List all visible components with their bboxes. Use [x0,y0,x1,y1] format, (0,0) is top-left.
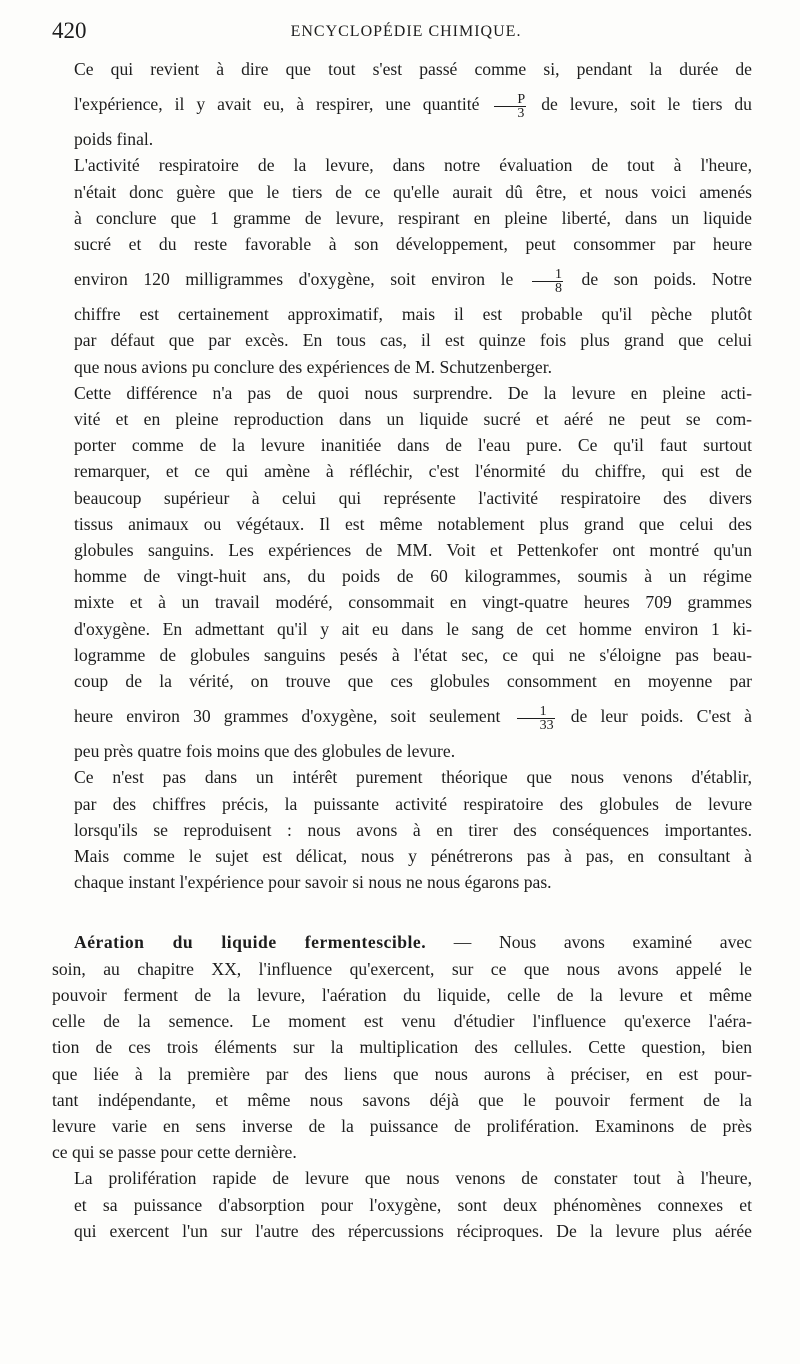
text-line: Ce n'est pas dans un intérêt purement théorique que nous venons d'établir, [74,767,752,788]
text-line: et sa puissance d'absorption pour l'oxygène, sont deux phénomènes connexes et [74,1194,752,1215]
text-line: tant indépendante, et même nous savons déjà que le pouvoir ferment de la [52,1089,752,1110]
text-line: que liée à la première par des liens que nous aurons à préciser, en est pour- [52,1063,752,1084]
section-title: Aération du liquide fermentescible. [74,932,427,953]
section-paragraph [52,929,752,955]
text-line: chaque instant l'expérience pour savoir si nous ne nous égarons pas. [74,872,552,893]
text-line: L'activité respiratoire de la levure, dans notre évaluation de tout à l'heure, [74,155,752,176]
paragraph-3 [52,380,752,765]
text-line: peu près quatre fois moins que des globules de levure. [74,741,456,762]
text-line: sucré et du reste favorable à son développement, peut consommer par heure [74,234,752,255]
text-line: celle de la semence. Le moment est venu d'étudier l'influence qu'exerce l'aéra- [52,1011,752,1032]
text-line: logramme de globules sanguins pesés à l'état sec, ce qui ne s'éloigne pas beau- [74,644,752,665]
fraction-1-over-33: $\frac{1}{33}$ [517,705,555,732]
fraction-p-over-3: $\frac{P}{3}$ [494,93,526,120]
text-line: à conclure que 1 gramme de levure, respirant en pleine liberté, dans un liquide [74,207,752,228]
text-line: Cette différence n'a pas de quoi nous surprendre. De la levure en pleine acti- [74,382,752,403]
text-line: qui exercent l'un sur l'autre des répercussions réciproques. De la levure plus aérée [74,1220,752,1241]
page-number: 420 [52,18,87,43]
text-line: chiffre est certainement approximatif, mais il est probable qu'il pèche plutôt [74,304,752,325]
text-line: lorsqu'ils se reproduisent : nous avons à en tirer des conséquences importantes. [74,819,752,840]
text-line: pouvoir ferment de la levure, l'aération du liquide, celle de la levure et même [52,984,752,1005]
section-break [52,895,752,929]
text-line: que nous avions pu conclure des expériences de M. Schutzenberger. [74,356,552,377]
text-line-with-fraction: l'expérience, il y avait eu, à respirer, une quantité $\frac{P}{3}$ de levure, soit le tiers du [74,91,752,121]
text-line: d'oxygène. En admettant qu'il y ait eu dans le sang de cet homme environ 1 ki- [74,618,752,639]
text-line: remarquer, et ce qui amène à réfléchir, c'est l'énormité du chiffre, qui est de [74,461,752,482]
section-body [52,956,752,1166]
text-line: globules sanguins. Les expériences de MM. Voit et Pettenkofer ont montré qu'un [74,540,752,561]
paragraph-4 [52,764,752,895]
text-line: par des chiffres précis, la puissante activité respiratoire des globules de levure [74,793,752,814]
text-line: mixte et à un travail modéré, consommait en vingt-quatre heures 709 grammes [74,592,752,613]
running-title: ENCYCLOPÉDIE CHIMIQUE. [290,23,522,40]
page-header [52,18,760,46]
text-line: homme de vingt-huit ans, du poids de 60 kilogrammes, soumis à un régime [74,566,752,587]
text-line: vité et en pleine reproduction dans un liquide sucré et aéré ne peut se com- [74,409,752,430]
text-line-with-fraction: heure environ 30 grammes d'oxygène, soit seulement $\frac{1}{33}$ de leur poids. C'est à [74,703,752,733]
text-line: par défaut que par excès. En tous cas, il est quinze fois plus grand que celui [74,330,752,351]
text-line: tissus animaux ou végétaux. Il est même notablement plus grand que celui des [74,513,752,534]
text-line: n'était donc guère que le tiers de ce qu'elle aurait dû être, et nous voici amenés [74,181,752,202]
final-paragraph [52,1165,752,1244]
body-text [52,56,752,1244]
section-first-line: Aération du liquide fermentescible. — Nous avons examiné avec [74,932,752,953]
text-line: porter comme de la levure inanitiée dans de l'eau pure. Ce qu'il faut surtout [74,435,752,456]
text-line: Mais comme le sujet est délicat, nous y pénétrerons pas à pas, en consultant à [74,846,752,867]
text-line: soin, au chapitre XX, l'influence qu'exercent, sur ce que nous avons appelé le [52,958,752,979]
text-line-with-fraction: environ 120 milligrammes d'oxygène, soit environ le $\frac{1}{8}$ de son poids. Notre [74,266,752,296]
paragraph-1 [52,56,752,152]
text-line: La prolifération rapide de levure que nous venons de constater tout à l'heure, [74,1168,752,1189]
paragraph-2 [52,152,752,379]
text-line: ce qui se passe pour cette dernière. [52,1142,297,1163]
text-line: tion de ces trois éléments sur la multiplication des cellules. Cette question, bien [52,1037,752,1058]
text-line: poids final. [74,129,154,150]
text-line: beaucoup supérieur à celui qui représente l'activité respiratoire des divers [74,487,752,508]
fraction-1-over-8: $\frac{1}{8}$ [532,268,563,295]
text-line: levure varie en sens inverse de la puissance de prolifération. Examinons de près [52,1115,752,1136]
text-line: coup de la vérité, on trouve que ces globules consomment en moyenne par [74,671,752,692]
text-line: Ce qui revient à dire que tout s'est passé comme si, pendant la durée de [74,59,752,79]
